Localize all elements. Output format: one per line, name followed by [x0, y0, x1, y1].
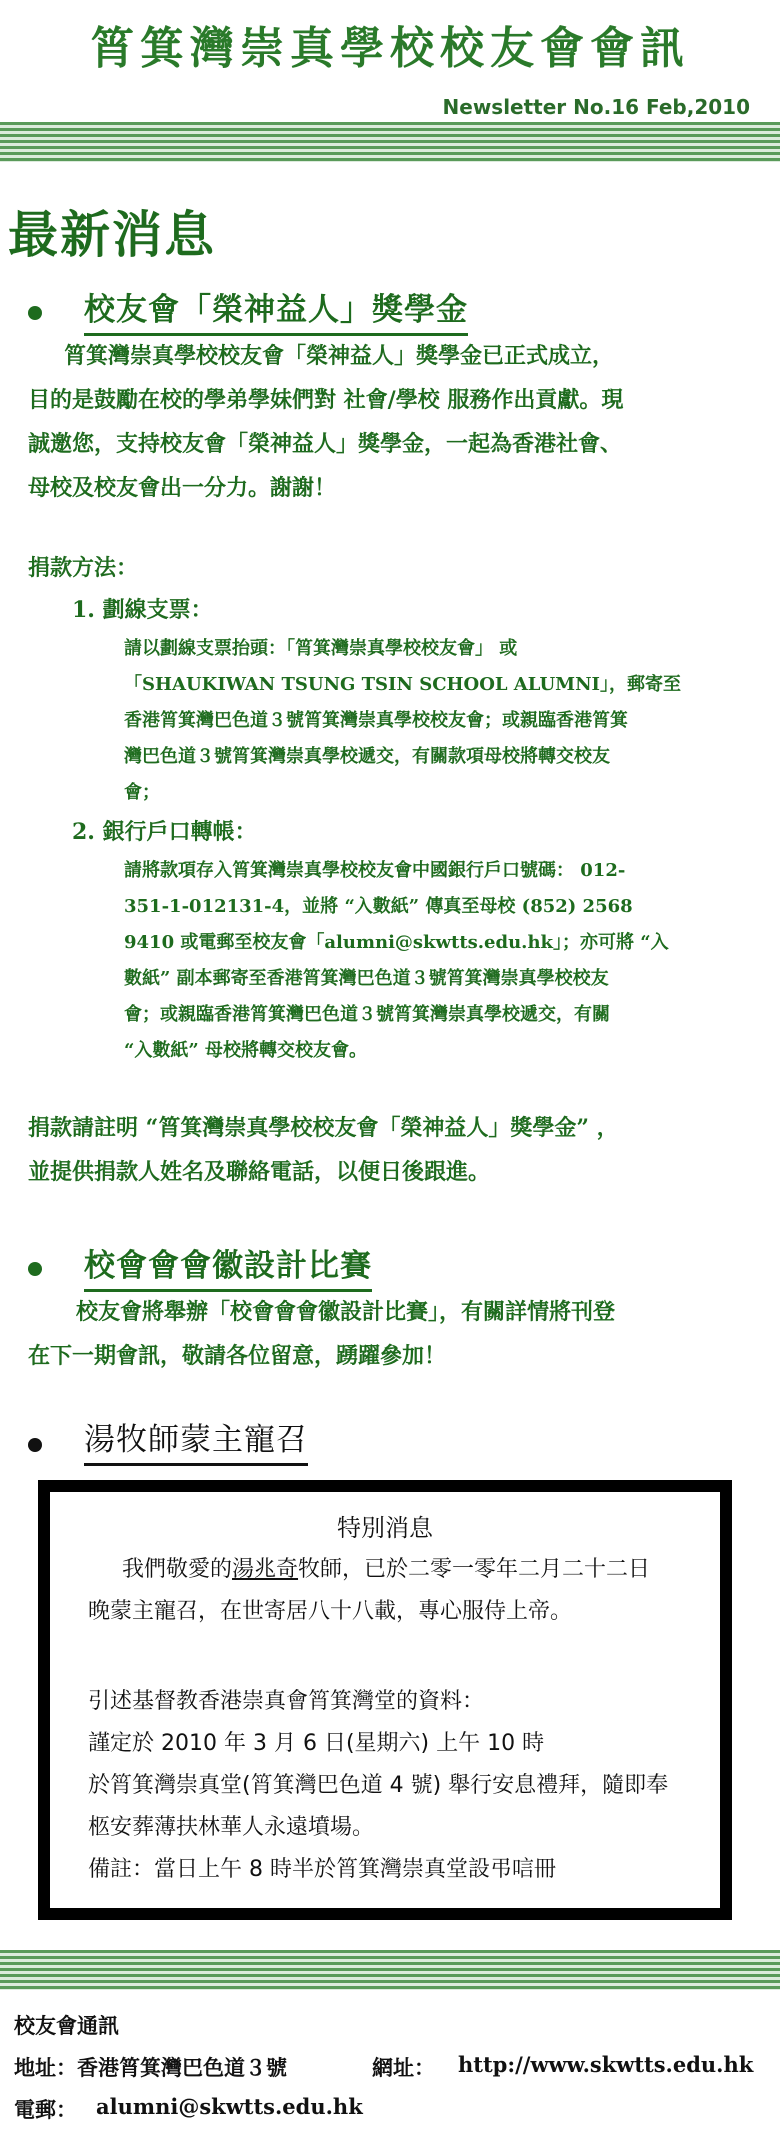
notice-text: 牧師，已於二零一零年二月二十二日	[298, 1557, 651, 1582]
scholarship-intro-line: 目的是鼓勵在校的學弟學妹們對 社會/學校 服務作出貢獻。現	[28, 387, 624, 413]
method-cheque-line: 請以劃線支票抬頭：「筲箕灣崇真學校校友會」 或	[124, 638, 518, 659]
notice-line: 柩安葬薄扶林華人永遠墳場。	[88, 1815, 375, 1840]
method-bank-title: 2. 銀行戶口轉帳：	[72, 819, 257, 845]
logo-contest-heading: 校會會會徽設計比賽	[84, 1240, 372, 1292]
footer-website-label: 網址：	[372, 2055, 435, 2080]
method-bank-line: 9410 或電郵至校友會「alumni@skwtts.edu.hk」；亦可將 “入	[124, 932, 669, 953]
notice-line: 備註：當日上午 8 時半於筲箕灣崇真堂設弔唁冊	[88, 1857, 556, 1882]
logo-contest-line: 在下一期會訊，敬請各位留意，踴躍參加！	[28, 1343, 447, 1369]
method-cheque-line: 香港筲箕灣巴色道３號筲箕灣崇真學校校友會；或親臨香港筲箕	[124, 710, 628, 731]
bullet-icon	[28, 1262, 42, 1276]
bullet-icon	[28, 306, 42, 320]
method-cheque-line: 灣巴色道３號筲箕灣崇真學校遞交，有關款項母校將轉交校友	[124, 746, 610, 767]
footer-website-link[interactable]: http://www.skwtts.edu.hk	[458, 2052, 754, 2077]
header-stripe-divider	[0, 122, 780, 162]
donation-note-line: 捐款請註明 “筲箕灣崇真學校校友會「榮神益人」獎學金” ，	[28, 1115, 619, 1141]
pastor-name: 湯兆奇	[232, 1557, 299, 1582]
method-cheque-line: 「SHAUKIWAN TSUNG TSIN SCHOOL ALUMNI」，郵寄至	[124, 674, 681, 695]
notice-line: 謹定於 2010 年 3 月 6 日(星期六) 上午 10 時	[88, 1731, 545, 1756]
notice-line: 引述基督教香港崇真會筲箕灣堂的資料：	[88, 1689, 485, 1714]
bullet-icon	[28, 1438, 42, 1452]
footer-stripe-divider	[0, 1950, 780, 1990]
method-cheque-title: 1. 劃線支票：	[72, 597, 213, 623]
special-notice-box	[38, 1480, 732, 1920]
newsletter-issue: Newsletter No.16 Feb,2010	[442, 95, 750, 119]
donation-note-line: 並提供捐款人姓名及聯絡電話，以便日後跟進。	[28, 1159, 491, 1185]
footer-email-link[interactable]: alumni@skwtts.edu.hk	[96, 2094, 363, 2119]
method-bank-line: 351-1-012131-4，並將 “入數紙” 傳真至母校 (852) 2568	[124, 896, 633, 917]
method-bank-line: “入數紙” 母校將轉交校友會。	[124, 1040, 367, 1061]
logo-contest-line: 校友會將舉辦「校會會會徽設計比賽」，有關詳情將刊登	[76, 1299, 616, 1325]
notice-line	[122, 1550, 650, 1590]
footer-address: 地址：香港筲箕灣巴色道３號	[14, 2055, 287, 2080]
method-cheque-line: 會；	[124, 782, 160, 803]
footer-email-label: 電郵：	[14, 2097, 77, 2122]
scholarship-intro-line: 母校及校友會出一分力。謝謝！	[28, 475, 337, 501]
method-bank-line: 請將款項存入筲箕灣崇真學校校友會中國銀行戶口號碼： 012-	[124, 860, 626, 881]
scholarship-intro-line: 誠邀您，支持校友會「榮神益人」獎學金，一起為香港社會、	[28, 431, 623, 457]
scholarship-intro-line: 筲箕灣崇真學校校友會「榮神益人」獎學金已正式成立，	[64, 343, 615, 369]
notice-line: 晚蒙主寵召，在世寄居八十八載，專心服侍上帝。	[88, 1599, 573, 1624]
special-notice-title: 特別消息	[337, 1514, 433, 1542]
notice-text: 我們敬愛的	[122, 1557, 233, 1582]
newsletter-title: 筲箕灣崇真學校校友會會訊	[90, 23, 690, 74]
scholarship-heading: 校友會「榮神益人」獎學金	[84, 284, 468, 336]
footer-org: 校友會通訊	[14, 2013, 119, 2038]
method-bank-line: 會；或親臨香港筲箕灣巴色道３號筲箕灣崇真學校遞交，有關	[124, 1004, 610, 1025]
donation-methods-label: 捐款方法：	[28, 555, 139, 581]
notice-line: 於筲箕灣崇真堂(筲箕灣巴色道 4 號) 舉行安息禮拜，隨即奉	[88, 1773, 669, 1798]
method-bank-line: 數紙” 副本郵寄至香港筲箕灣巴色道３號筲箕灣崇真學校校友	[124, 968, 609, 989]
obituary-heading: 湯牧師蒙主寵召	[84, 1414, 308, 1466]
latest-news-heading: 最新消息	[8, 205, 216, 264]
